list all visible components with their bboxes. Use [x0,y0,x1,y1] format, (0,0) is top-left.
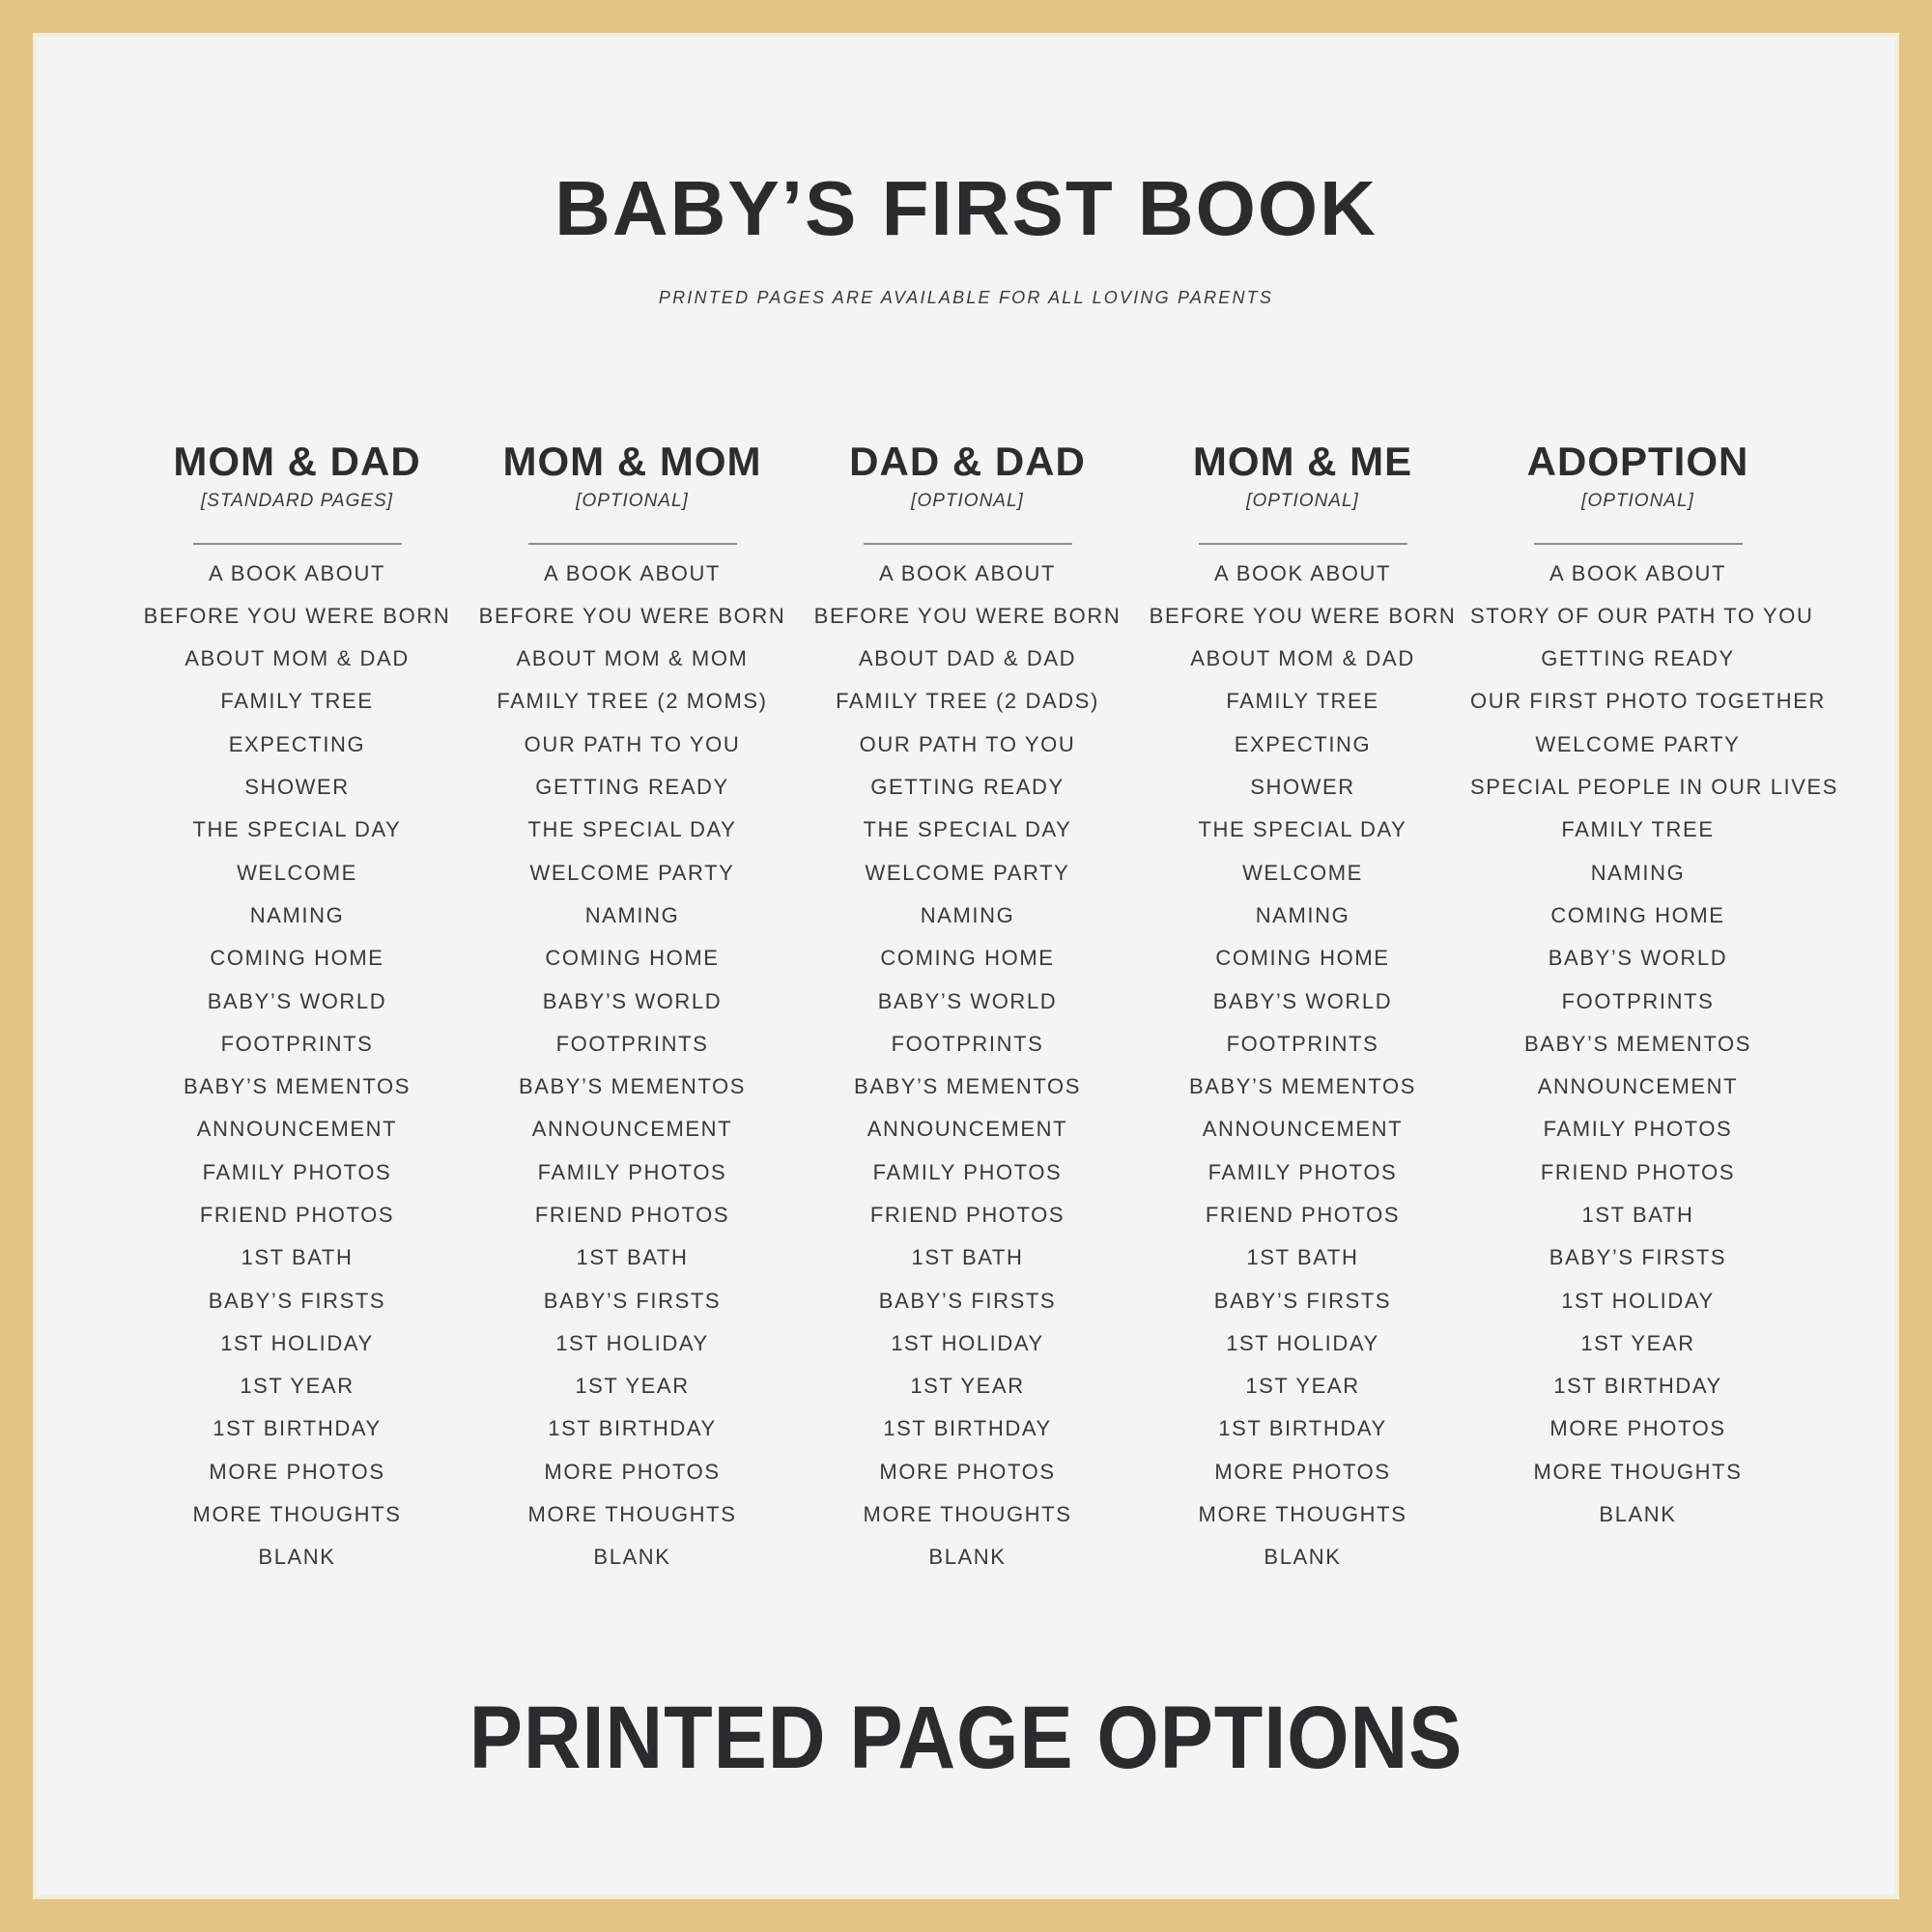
column-dad-dad [800,438,1135,1579]
page-list-item: 1ST HOLIDAY [1226,1330,1379,1355]
page-list-item: ANNOUNCEMENT [1537,1074,1739,1099]
page-list-item: BABY’S WORLD [207,988,387,1013]
page-list-item: BLANK [593,1545,671,1570]
page-list-item: FAMILY TREE (2 MOMS) [497,689,768,714]
page-list-item: FRIEND PHOTOS [869,1202,1065,1227]
page-list-item: MORE PHOTOS [544,1459,721,1484]
column-divider [1199,543,1407,545]
page-list-item: FAMILY TREE [1561,817,1715,842]
page-list-item: WELCOME PARTY [529,860,735,885]
page-list-item: GETTING READY [870,775,1065,800]
page-list-item: THE SPECIAL DAY [863,817,1072,842]
page-list-item: COMING HOME [880,946,1055,971]
page-list-item: THE SPECIAL DAY [192,817,402,842]
page-list-item: MORE PHOTOS [1549,1416,1726,1441]
column-divider [193,543,402,545]
column-page-list [465,553,800,1579]
page-list-item: MORE PHOTOS [879,1459,1056,1484]
page-list-item: A BOOK ABOUT [1548,560,1727,585]
page-list-item: WELCOME [1242,860,1363,885]
page-list-item: BABY’S FIRSTS [1548,1245,1727,1270]
page-list-item: STORY OF OUR PATH TO YOU [1470,603,1814,628]
page-list-item: WELCOME PARTY [1535,731,1741,756]
page-options-columns [37,438,1895,1579]
page-list-item: GETTING READY [535,775,729,800]
page-list-item: SPECIAL PEOPLE IN OUR LIVES [1470,775,1839,800]
column-title: DAD & DAD [849,438,1086,484]
page-list-item: 1ST BATH [576,1245,689,1270]
page-list-item: MORE THOUGHTS [1198,1502,1407,1527]
page-list-item: THE SPECIAL DAY [527,817,737,842]
page-list-item: WELCOME PARTY [865,860,1070,885]
page-list-item: ABOUT MOM & DAD [1190,646,1415,671]
page-list-item: BABY’S FIRSTS [1213,1288,1392,1313]
column-mom-dad [129,438,465,1579]
page-list-item: FOOTPRINTS [1226,1031,1379,1056]
page-list-item: BABY’S FIRSTS [543,1288,722,1313]
page-list-item: 1ST YEAR [1580,1330,1695,1355]
page-list-item: MORE PHOTOS [209,1459,385,1484]
page-list-item: 1ST BATH [911,1245,1024,1270]
page-list-item: OUR PATH TO YOU [859,731,1076,756]
page-list-item: SHOWER [244,775,350,800]
page-list-item: 1ST BIRTHDAY [1218,1416,1387,1441]
column-mom-mom [465,438,800,1579]
page-list-item: A BOOK ABOUT [208,560,386,585]
page-list-item: THE SPECIAL DAY [1198,817,1407,842]
page-list-item: FOOTPRINTS [555,1031,709,1056]
page-list-item: 1ST BIRTHDAY [213,1416,382,1441]
page-list-item: MORE THOUGHTS [192,1502,402,1527]
page-list-item: NAMING [249,902,345,927]
page-list-item: FOOTPRINTS [891,1031,1044,1056]
page-list-item: NAMING [584,902,680,927]
page-list-item: 1ST HOLIDAY [555,1330,709,1355]
page-list-item: ABOUT DAD & DAD [858,646,1077,671]
page-list-item: COMING HOME [1215,946,1390,971]
page-list-item: FAMILY PHOTOS [872,1159,1063,1184]
page-list-item: BABY’S WORLD [1548,946,1728,971]
page-list-item: 1ST YEAR [240,1374,355,1399]
page-list-item: FOOTPRINTS [220,1031,374,1056]
footer-title: PRINTED PAGE OPTIONS [469,1688,1463,1787]
column-tag: [OPTIONAL] [911,490,1024,511]
page-list-item: 1ST BATH [1246,1245,1359,1270]
page-list-item: 1ST HOLIDAY [1561,1288,1715,1313]
page-list-item: NAMING [1255,902,1350,927]
page-list-item: BLANK [1599,1502,1677,1527]
page-subtitle: PRINTED PAGES ARE AVAILABLE FOR ALL LOVING PARENTS [658,288,1274,307]
page-list-item: FRIEND PHOTOS [1540,1159,1736,1184]
column-page-list [129,553,465,1579]
page-title: BABY’S FIRST BOOK [554,165,1378,251]
page-list-item: BABY’S WORLD [1212,988,1393,1013]
column-tag: [OPTIONAL] [576,490,689,511]
page-list-item: A BOOK ABOUT [878,560,1057,585]
page-list-item: FRIEND PHOTOS [199,1202,395,1227]
page-list-item: ANNOUNCEMENT [196,1117,398,1142]
page-list-item: ANNOUNCEMENT [1202,1117,1404,1142]
column-page-list [1135,553,1470,1579]
page-list-item: BEFORE YOU WERE BORN [478,603,786,628]
page-list-item: BABY’S WORLD [542,988,723,1013]
page-list-item: 1ST BIRTHDAY [883,1416,1052,1441]
page-list-item: 1ST YEAR [910,1374,1025,1399]
page-list-item: BABY’S MEMENTOS [183,1074,412,1099]
page-list-item: 1ST YEAR [1245,1374,1360,1399]
column-title: MOM & MOM [502,438,762,484]
page-list-item: BEFORE YOU WERE BORN [143,603,451,628]
page-list-item: FAMILY TREE [220,689,374,714]
page-list-item: MORE THOUGHTS [527,1502,737,1527]
column-divider [528,543,737,545]
page-list-item: BEFORE YOU WERE BORN [813,603,1122,628]
page-list-item: 1ST BIRTHDAY [548,1416,717,1441]
page-list-item: MORE THOUGHTS [1533,1459,1743,1484]
page-list-item: BABY’S MEMENTOS [518,1074,747,1099]
page-list-item: FRIEND PHOTOS [534,1202,730,1227]
column-title: MOM & DAD [173,438,421,484]
page-list-item: 1ST YEAR [575,1374,690,1399]
page-list-item: 1ST BATH [241,1245,354,1270]
page-list-item: ABOUT MOM & DAD [185,646,410,671]
page-list-item: SHOWER [1250,775,1355,800]
page-list-item: 1ST BATH [1581,1202,1694,1227]
page-list-item: A BOOK ABOUT [543,560,722,585]
column-page-list [800,553,1135,1579]
page-list-item: BLANK [928,1545,1007,1570]
page-list-item: EXPECTING [228,731,366,756]
page-list-item: OUR PATH TO YOU [524,731,741,756]
page-list-item: BABY’S FIRSTS [208,1288,386,1313]
column-tag: [OPTIONAL] [1581,490,1694,511]
page-list-item: MORE THOUGHTS [863,1502,1072,1527]
page-list-item: FAMILY PHOTOS [1543,1117,1733,1142]
page-list-item: ANNOUNCEMENT [867,1117,1068,1142]
column-divider [1534,543,1743,545]
column-divider [864,543,1072,545]
page-list-item: BABY’S WORLD [877,988,1058,1013]
page-list-item: FOOTPRINTS [1561,988,1715,1013]
page-list-item: OUR FIRST PHOTO TOGETHER [1470,689,1827,714]
page-list-item: BABY’S MEMENTOS [1523,1031,1752,1056]
page-list-item: BEFORE YOU WERE BORN [1149,603,1457,628]
column-adoption [1470,438,1839,1537]
page-list-item: BABY’S FIRSTS [878,1288,1057,1313]
page-list-item: FAMILY PHOTOS [202,1159,392,1184]
page-list-item: COMING HOME [1550,902,1725,927]
page-list-item: FAMILY TREE [1226,689,1379,714]
page-list-item: NAMING [1590,860,1686,885]
column-title: ADOPTION [1526,438,1749,484]
page-list-item: BLANK [1264,1545,1342,1570]
page-list-item: FAMILY PHOTOS [537,1159,727,1184]
page-list-item: 1ST HOLIDAY [891,1330,1044,1355]
page-list-item: WELCOME [237,860,357,885]
page-list-item: COMING HOME [545,946,720,971]
page-list-item: FRIEND PHOTOS [1205,1202,1401,1227]
page-list-item: NAMING [920,902,1015,927]
column-tag: [OPTIONAL] [1246,490,1359,511]
page-list-item: 1ST BIRTHDAY [1553,1374,1722,1399]
page-list-item: ANNOUNCEMENT [531,1117,733,1142]
page-list-item: MORE PHOTOS [1214,1459,1391,1484]
page-list-item: FAMILY PHOTOS [1208,1159,1398,1184]
page-list-item: BABY’S MEMENTOS [1188,1074,1417,1099]
page-list-item: GETTING READY [1541,646,1735,671]
column-title: MOM & ME [1192,438,1413,484]
column-mom-me [1135,438,1470,1579]
column-page-list [1470,553,1839,1537]
page-list-item: COMING HOME [210,946,384,971]
page-list-item: EXPECTING [1234,731,1372,756]
page-list-item: A BOOK ABOUT [1213,560,1392,585]
page-list-item: FAMILY TREE (2 DADS) [836,689,1099,714]
column-tag: [STANDARD PAGES] [201,490,393,511]
gold-frame-page [33,33,1899,1899]
page-list-item: ABOUT MOM & MOM [516,646,749,671]
page-list-item: 1ST HOLIDAY [220,1330,374,1355]
page-list-item: BABY’S MEMENTOS [853,1074,1082,1099]
page-list-item: BLANK [258,1545,336,1570]
